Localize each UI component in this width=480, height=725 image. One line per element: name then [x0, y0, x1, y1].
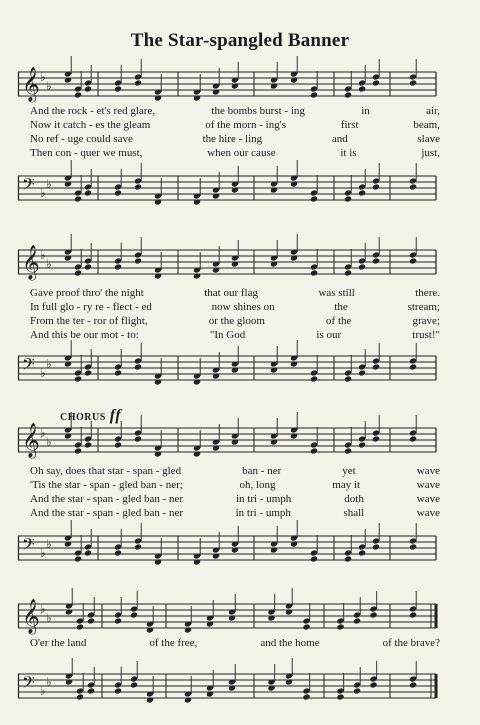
lyric-verse-3: And the star - span - gled ban - ner in tri - umph doth wave: [30, 493, 440, 505]
lyric-verse-2: Now it catch - es the gleam of the morn - ing's first beam,: [30, 119, 440, 131]
dynamic-marking: ff: [109, 407, 122, 424]
lyric-verse-2: 'Tis the star - span - gled ban - ner; oh, long may it wave: [30, 479, 440, 491]
hymn-title: The Star-spangled Banner: [130, 30, 350, 51]
svg-text:♭: ♭: [46, 79, 52, 93]
svg-text:♭: ♭: [40, 366, 46, 380]
svg-text:𝄢: 𝄢: [22, 174, 35, 198]
svg-text:♭: ♭: [46, 257, 52, 271]
lyric-verse-4: And this be our mot - to: "In God is our trust!": [30, 329, 440, 341]
lyric-verse-1: Gave proof thro' the night that our flag was still there.: [30, 287, 440, 299]
svg-text:♭: ♭: [40, 684, 46, 698]
lyric-verse-3: From the ter - ror of flight, or the gloom of the grave;: [30, 315, 440, 327]
svg-text:𝄢: 𝄢: [22, 354, 35, 378]
svg-text:𝄢: 𝄢: [22, 672, 35, 696]
svg-text:♭: ♭: [40, 248, 46, 262]
system-4-bass-staff: [18, 666, 438, 706]
svg-text:♭: ♭: [46, 435, 52, 449]
svg-text:𝄞: 𝄞: [22, 67, 40, 102]
lyric-verse-1: And the rock - et's red glare, the bombs burst - ing in air,: [30, 105, 440, 117]
svg-text:𝄞: 𝄞: [22, 245, 40, 280]
lyric-verse-2: In full glo - ry re - flect - ed now shines on the stream;: [30, 301, 440, 313]
lyric-verse-3: No ref - uge could save the hire - ling and slave: [30, 133, 440, 145]
svg-text:𝄢: 𝄢: [22, 534, 35, 558]
lyric-verse-1: Oh say, does that star - span - gled ban - ner yet wave: [30, 465, 440, 477]
lyric-verse-1: O'er the land of the free, and the home of the brave?: [30, 637, 440, 649]
system-2-bass-staff: [18, 348, 438, 388]
svg-text:𝄞: 𝄞: [22, 423, 40, 458]
system-3-lyrics: [30, 464, 440, 520]
svg-text:♭: ♭: [46, 357, 52, 371]
system-1-treble-staff: [18, 64, 438, 104]
svg-text:♭: ♭: [40, 426, 46, 440]
svg-text:♭: ♭: [46, 177, 52, 191]
system-2-treble-staff: [18, 242, 438, 282]
svg-text:♭: ♭: [46, 537, 52, 551]
system-1-lyrics: [30, 104, 440, 160]
svg-text:♭: ♭: [46, 675, 52, 689]
system-4-treble-staff: [18, 596, 438, 636]
svg-text:♭: ♭: [40, 70, 46, 84]
svg-text:♭: ♭: [40, 186, 46, 200]
system-1-bass-staff: [18, 168, 438, 208]
system-3-bass-staff: [18, 528, 438, 568]
lyric-verse-4: Then con - quer we must, when our cause it is just,: [30, 147, 440, 159]
svg-text:♭: ♭: [46, 611, 52, 625]
chorus-label: CHORUS: [60, 412, 106, 423]
lyric-verse-4: And the star - span - gled ban - ner in tri - umph shall wave: [30, 507, 440, 519]
system-3-treble-staff: [18, 420, 438, 460]
system-2-lyrics: [30, 286, 440, 342]
svg-text:♭: ♭: [40, 546, 46, 560]
svg-text:♭: ♭: [40, 602, 46, 616]
system-4-lyrics: [30, 636, 440, 650]
svg-text:𝄞: 𝄞: [22, 599, 40, 634]
